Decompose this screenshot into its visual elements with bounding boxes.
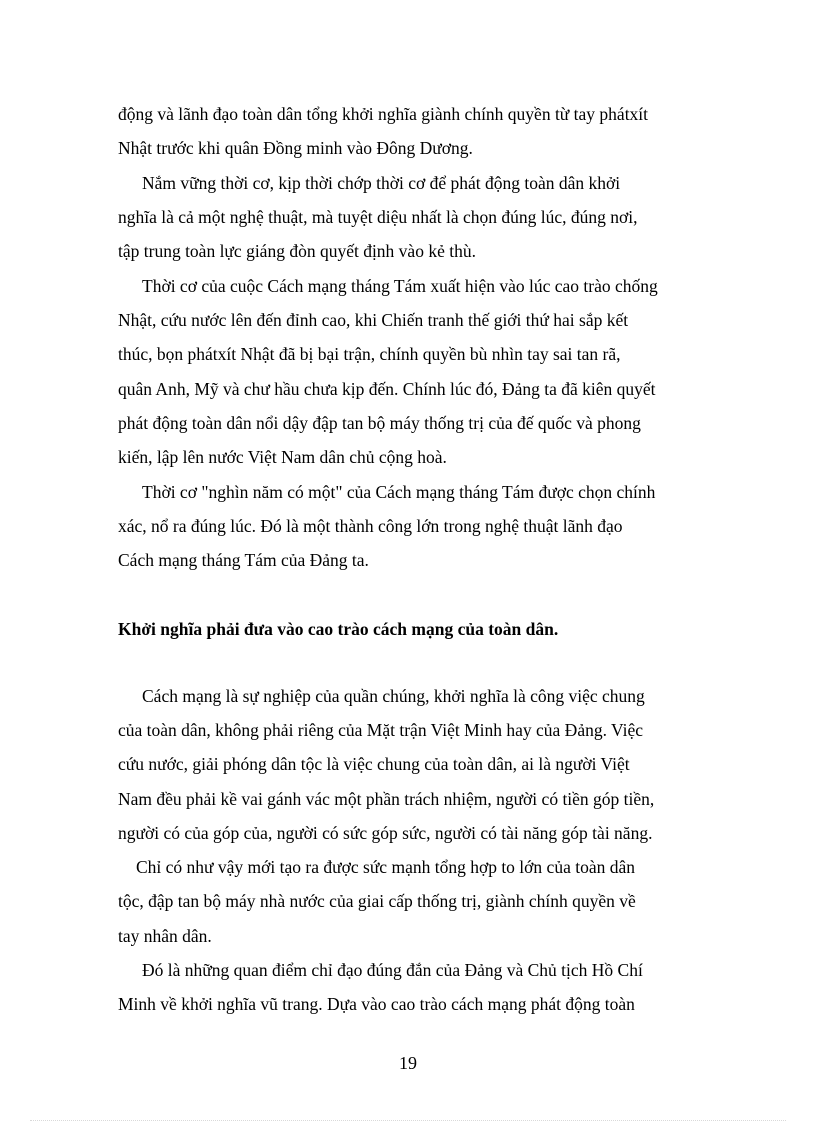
paragraph-7-line-1: Đó là những quan điểm chỉ đạo đúng đắn của Đảng và Chủ tịch Hồ Chí bbox=[142, 960, 643, 980]
paragraph-6-line-3: tay nhân dân. bbox=[118, 926, 212, 946]
paragraph-5-line-1: Cách mạng là sự nghiệp của quần chúng, khởi nghĩa là công việc chung bbox=[142, 686, 645, 706]
paragraph-3-line-1: Thời cơ của cuộc Cách mạng tháng Tám xuất hiện vào lúc cao trào chống bbox=[142, 276, 658, 296]
paragraph-5-line-5: người có của góp của, người có sức góp sức, người có tài năng góp tài năng. bbox=[118, 823, 653, 843]
paragraph-3-line-4: quân Anh, Mỹ và chư hầu chưa kịp đến. Chính lúc đó, Đảng ta đã kiên quyết bbox=[118, 379, 656, 399]
paragraph-2-line-1: Nắm vững thời cơ, kịp thời chớp thời cơ để phát động toàn dân khởi bbox=[142, 173, 621, 193]
paragraph-4-line-1: Thời cơ "nghìn năm có một" của Cách mạng tháng Tám được chọn chính bbox=[142, 482, 656, 502]
paragraph-3-line-3: thúc, bọn phátxít Nhật đã bị bại trận, chính quyền bù nhìn tay sai tan rã, bbox=[118, 344, 621, 364]
page-bottom-divider bbox=[30, 1120, 786, 1121]
paragraph-6-line-2: tộc, đập tan bộ máy nhà nước của giai cấp thống trị, giành chính quyền về bbox=[118, 891, 636, 911]
paragraph-2-line-3: tập trung toàn lực giáng đòn quyết định vào kẻ thù. bbox=[118, 241, 476, 261]
paragraph-5-line-4: Nam đều phải kề vai gánh vác một phần trách nhiệm, người có tiền góp tiền, bbox=[118, 789, 655, 809]
paragraph-5-line-3: cứu nước, giải phóng dân tộc là việc chung của toàn dân, ai là người Việt bbox=[118, 754, 630, 774]
paragraph-1-line-1: động và lãnh đạo toàn dân tổng khởi nghĩa giành chính quyền từ tay phátxít bbox=[118, 104, 649, 124]
paragraph-2-line-2: nghĩa là cả một nghệ thuật, mà tuyệt diệu nhất là chọn đúng lúc, đúng nơi, bbox=[118, 207, 638, 227]
paragraph-3-line-6: kiến, lập lên nước Việt Nam dân chủ cộng hoà. bbox=[118, 447, 447, 467]
section-heading: Khởi nghĩa phải đưa vào cao trào cách mạng của toàn dân. bbox=[118, 619, 559, 639]
paragraph-4-line-3: Cách mạng tháng Tám của Đảng ta. bbox=[118, 550, 369, 570]
paragraph-5-line-2: của toàn dân, không phải riêng của Mặt trận Việt Minh hay của Đảng. Việc bbox=[118, 720, 644, 740]
paragraph-1-line-2: Nhật trước khi quân Đồng minh vào Đông Dương. bbox=[118, 138, 473, 158]
paragraph-7-line-2: Minh về khởi nghĩa vũ trang. Dựa vào cao trào cách mạng phát động toàn bbox=[118, 994, 635, 1014]
page-number: 19 bbox=[399, 1053, 417, 1073]
paragraph-4-line-2: xác, nổ ra đúng lúc. Đó là một thành công lớn trong nghệ thuật lãnh đạo bbox=[118, 516, 623, 536]
paragraph-3-line-5: phát động toàn dân nổi dậy đập tan bộ máy thống trị của đế quốc và phong bbox=[118, 413, 641, 433]
paragraph-6-line-1: Chỉ có như vậy mới tạo ra được sức mạnh tổng hợp to lớn của toàn dân bbox=[136, 857, 635, 877]
paragraph-3-line-2: Nhật, cứu nước lên đến đỉnh cao, khi Chiến tranh thế giới thứ hai sắp kết bbox=[118, 310, 629, 330]
